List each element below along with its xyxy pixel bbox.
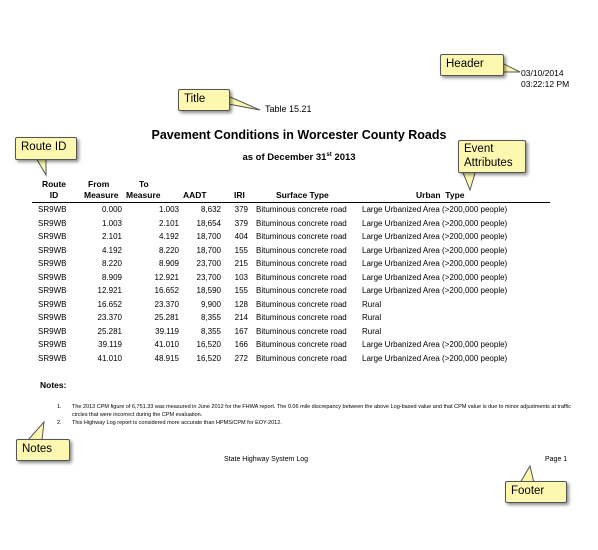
iri-cell: 155 <box>234 245 248 255</box>
route-id-callout-pointer <box>36 158 46 175</box>
aadt-cell: 8,632 <box>200 205 221 214</box>
urban-type-cell: Large Urbanized Area (>200,000 people) <box>362 205 508 214</box>
from-measure-cell: 0.000 <box>101 205 122 214</box>
from-measure-cell: 8.909 <box>101 272 122 282</box>
subtitle-text: as of December 31 <box>242 152 327 163</box>
notes-callout-pointer <box>28 422 44 440</box>
aadt-cell: 18,590 <box>196 286 221 295</box>
to-measure-cell: 8.220 <box>158 245 179 255</box>
aadt-cell: 8,355 <box>200 313 221 322</box>
surface-type-cell: Bituminous concrete road <box>256 340 347 349</box>
iri-cell: 379 <box>234 205 248 214</box>
urban-type-cell: Rural <box>362 299 382 309</box>
to-measure-cell: 41.010 <box>154 340 179 349</box>
iri-cell: 379 <box>234 218 248 228</box>
aadt-cell: 18,700 <box>196 245 221 255</box>
col-header-iri: IRI <box>234 190 245 200</box>
note-2-number: 2. <box>57 420 62 426</box>
urban-type-cell: Large Urbanized Area (>200,000 people) <box>362 218 508 228</box>
from-measure-cell: 4.192 <box>101 245 122 255</box>
note-2-text: This Highway Log report is considered more accurate than HPMS/CPM for EOY-2012. <box>72 420 282 426</box>
route-id-cell: SR9WB <box>38 340 67 349</box>
table-number: Table 15.21 <box>265 104 312 114</box>
surface-type-cell: Bituminous concrete road <box>256 353 347 363</box>
route-id-cell: SR9WB <box>38 218 67 228</box>
route-id-cell: SR9WB <box>38 232 67 241</box>
iri-cell: 404 <box>234 232 248 241</box>
surface-type-cell: Bituminous concrete road <box>256 299 347 309</box>
surface-type-cell: Bituminous concrete road <box>256 245 347 255</box>
to-measure-cell: 4.192 <box>158 232 179 241</box>
iri-cell: 103 <box>234 272 248 282</box>
urban-type-cell: Large Urbanized Area (>200,000 people) <box>362 353 508 363</box>
from-measure-cell: 41.010 <box>97 353 122 363</box>
col-header-aadt: AADT <box>183 190 207 200</box>
from-measure-cell: 16.652 <box>97 299 122 309</box>
report-title: Pavement Conditions in Worcester County Roads <box>151 128 447 142</box>
to-measure-cell: 2.101 <box>158 218 179 228</box>
to-measure-cell: 8.909 <box>158 259 179 268</box>
from-measure-cell: 1.003 <box>101 218 122 228</box>
aadt-cell: 16,520 <box>196 340 221 349</box>
route-id-cell: SR9WB <box>38 286 67 295</box>
surface-type-cell: Bituminous concrete road <box>256 326 347 336</box>
iri-cell: 155 <box>234 286 248 295</box>
surface-type-cell: Bituminous concrete road <box>256 313 347 322</box>
title-callout: Title <box>178 89 230 111</box>
report-time: 03:22:12 PM <box>521 79 570 89</box>
surface-type-cell: Bituminous concrete road <box>256 259 347 268</box>
note-1-number: 1. <box>57 404 62 410</box>
to-measure-cell: 1.003 <box>158 205 179 214</box>
event-callout-pointer <box>462 170 476 190</box>
from-measure-cell: 39.119 <box>98 340 122 349</box>
to-measure-cell: 23.370 <box>154 299 179 309</box>
to-measure-cell: 39.119 <box>155 326 179 336</box>
urban-type-cell: Large Urbanized Area (>200,000 people) <box>362 340 508 349</box>
note-1-text: The 2013 CPM figure of 6,751.33 was measured in June 2012 for the FHWA report. The 0.06 mile discrepancy between the above Log-based value and that CPM value is due to minor adjustments at traffic circles that were incorrect during the CPM evaluation. <box>72 404 571 418</box>
col-to-line2: Measure <box>126 190 161 200</box>
col-header-surface-type: Surface Type <box>276 190 329 200</box>
from-measure-cell: 8.220 <box>101 259 122 268</box>
surface-type-cell: Bituminous concrete road <box>256 272 347 282</box>
surface-type-cell: Bituminous concrete road <box>256 218 347 228</box>
col-from-line2: Measure <box>84 190 119 200</box>
iri-cell: 214 <box>234 313 248 322</box>
route-id-cell: SR9WB <box>38 326 67 336</box>
col-to-line1: To <box>139 179 149 189</box>
col-route-line2: ID <box>49 190 59 200</box>
route-id-cell: SR9WB <box>38 353 67 363</box>
urban-type-cell: Large Urbanized Area (>200,000 people) <box>362 232 508 241</box>
col-route-line1: Route <box>41 179 67 189</box>
route-id-callout: Route ID <box>15 137 77 160</box>
route-id-cell: SR9WB <box>38 259 67 268</box>
from-measure-cell: 12.921 <box>97 286 122 295</box>
route-id-cell: SR9WB <box>38 205 67 214</box>
urban-type-cell: Large Urbanized Area (>200,000 people) <box>362 259 508 268</box>
col-header-urban-type: Urban Type <box>416 190 465 200</box>
to-measure-cell: 12.921 <box>154 272 179 282</box>
iri-cell: 166 <box>234 340 248 349</box>
subtitle-ordinal: st <box>326 152 332 158</box>
iri-cell: 167 <box>234 326 248 336</box>
route-id-cell: SR9WB <box>38 272 67 282</box>
iri-cell: 128 <box>234 299 248 309</box>
from-measure-cell: 23.370 <box>97 313 122 322</box>
route-id-cell: SR9WB <box>38 313 67 322</box>
aadt-cell: 23,700 <box>196 259 221 268</box>
urban-type-cell: Large Urbanized Area (>200,000 people) <box>362 286 508 295</box>
aadt-cell: 16,520 <box>196 353 221 363</box>
col-from-line1: From <box>88 179 110 189</box>
footer-page-number: Page 1 <box>545 456 568 463</box>
title-callout-pointer <box>228 96 260 110</box>
aadt-cell: 18,700 <box>196 232 221 241</box>
surface-type-cell: Bituminous concrete road <box>256 232 347 241</box>
urban-type-cell: Rural <box>362 313 382 322</box>
aadt-cell: 23,700 <box>196 272 221 282</box>
iri-cell: 215 <box>234 259 248 268</box>
report-date: 03/10/2014 <box>521 68 564 78</box>
footer-center-text: State Highway System Log <box>224 456 309 463</box>
urban-type-cell: Large Urbanized Area (>200,000 people) <box>362 272 508 282</box>
route-id-cell: SR9WB <box>38 245 67 255</box>
urban-type-cell: Rural <box>362 326 382 336</box>
event-callout-line1: Event <box>464 143 494 155</box>
from-measure-cell: 2.101 <box>101 232 122 241</box>
to-measure-cell: 16.652 <box>154 286 179 295</box>
aadt-cell: 8,355 <box>200 326 221 336</box>
to-measure-cell: 25.281 <box>154 313 179 322</box>
event-callout-line2: Attributes <box>464 157 513 169</box>
to-measure-cell: 48.915 <box>154 353 179 363</box>
aadt-cell: 18,654 <box>196 218 221 228</box>
from-measure-cell: 25.281 <box>97 326 122 336</box>
urban-type-cell: Large Urbanized Area (>200,000 people) <box>362 245 508 255</box>
surface-type-cell: Bituminous concrete road <box>256 205 347 214</box>
route-id-cell: SR9WB <box>38 299 67 309</box>
footer-callout: Footer <box>505 481 567 503</box>
notes-callout: Notes <box>16 439 70 461</box>
event-attributes-callout <box>458 140 526 173</box>
surface-type-cell: Bituminous concrete road <box>256 286 347 295</box>
header-callout: Header <box>440 54 504 76</box>
notes-heading: Notes: <box>40 380 67 390</box>
subtitle-year: 2013 <box>331 152 356 163</box>
aadt-cell: 9,900 <box>200 299 221 309</box>
iri-cell: 272 <box>234 353 248 363</box>
